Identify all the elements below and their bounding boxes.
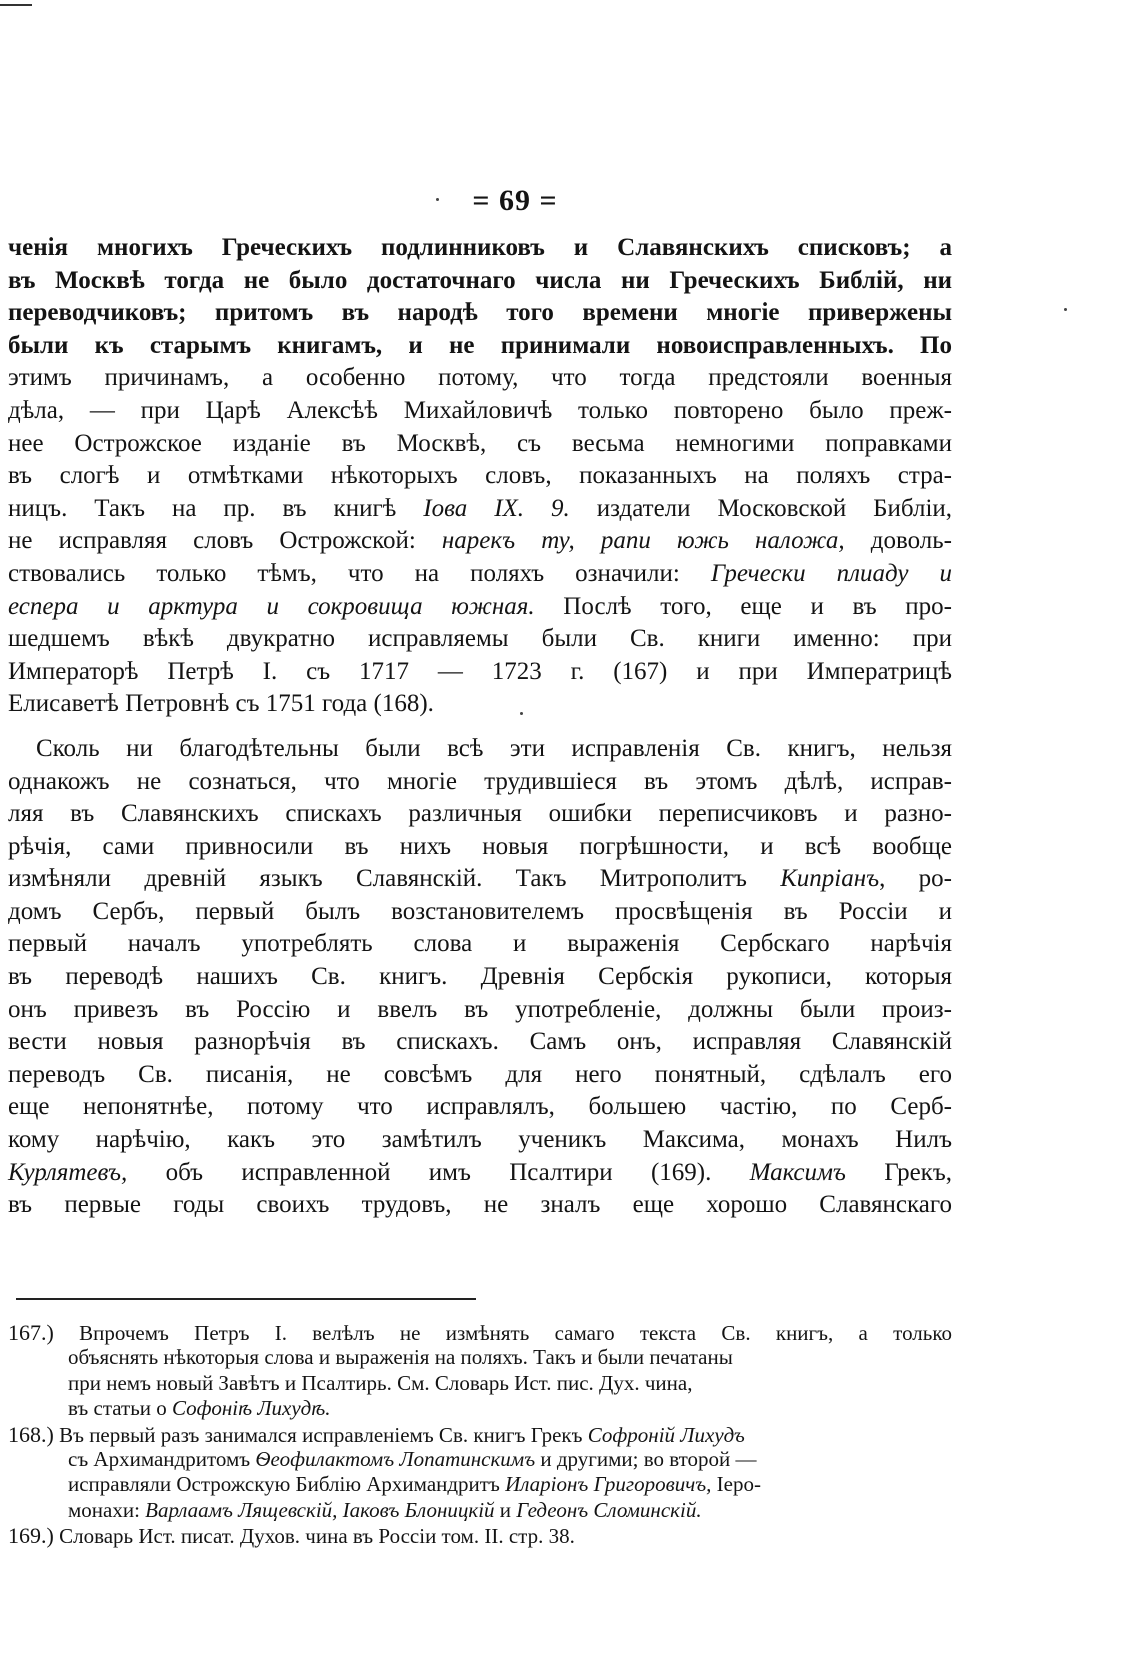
- text-segment: и: [494, 1497, 517, 1522]
- top-edge-rule: [0, 4, 32, 6]
- scan-speck: [436, 198, 439, 201]
- text-line: дѣла, — при Царѣ Алексѣѣ Михайловичѣ только повторено было преж-: [8, 396, 952, 424]
- text-line: [8, 1157, 952, 1190]
- main-text: [8, 232, 952, 1222]
- text-line: въ первые годы своихъ трудовъ, не зналъ еще хорошо Славянскаго: [8, 1191, 952, 1219]
- text-segment: Послѣ того, еще и въ про-: [534, 592, 952, 620]
- text-line: Императорѣ Петрѣ I. съ 1717 — 1723 г. (167) и при Императрицѣ: [8, 657, 952, 685]
- text-line: онъ привезъ въ Россію и ввелъ въ употребленіе, должны были произ-: [8, 995, 952, 1023]
- footnote-line: при немъ новый Завѣтъ и Псалтирь. См. Словарь Ист. пис. Дух. чина,: [68, 1370, 693, 1395]
- text-line: переводъ Св. писанія, не совсѣмъ для него понятный, сдѣлалъ его: [8, 1060, 952, 1088]
- scan-speck: [1064, 308, 1067, 311]
- italic-name: Софроній Лихудъ: [587, 1422, 745, 1447]
- text-segment: съ Архимандритомъ: [68, 1446, 251, 1471]
- text-segment: объ исправленной имъ Псалтири (169).: [165, 1158, 712, 1186]
- text-line: въ переводѣ нашихъ Св. книгъ. Древнія Сербскія рукописи, которыя: [8, 963, 952, 991]
- text-segment: въ статьи о: [68, 1396, 167, 1421]
- text-line: въ слогѣ и отмѣтками нѣкоторыхъ словъ, показанныхъ на поляхъ стра-: [8, 462, 952, 490]
- text-segment: Словарь Ист. писат. Духов. чина въ Россіи том. II. стр. 38.: [59, 1524, 575, 1549]
- text-line: нее Острожское изданіе въ Москвѣ, съ весьма немногими поправками: [8, 429, 952, 457]
- text-segment: Грекъ,: [845, 1158, 952, 1186]
- text-line: еще непонятнѣе, потому что исправлялъ, большею частію, по Серб-: [8, 1093, 952, 1121]
- text-segment: Iеро-: [711, 1472, 761, 1497]
- text-segment: Впрочемъ Петръ I. велѣлъ не измѣнять самаго текста Св. книгъ, а только: [79, 1321, 952, 1345]
- footnotes: [8, 1320, 952, 1549]
- footnote-mark: 167.): [8, 1320, 54, 1345]
- footnote-line: [8, 1396, 952, 1421]
- text-segment: Въ первый разъ занимался исправленіемъ Св. книгъ Грекъ: [59, 1422, 583, 1447]
- text-line: [8, 493, 952, 526]
- text-line: [8, 558, 952, 591]
- text-line: Елисаветѣ Петровнѣ съ 1751 года (168).: [8, 690, 434, 718]
- footnote-line: [8, 1472, 952, 1497]
- text-line: домъ Сербъ, первый былъ возстановителемъ просвѣщенія въ Россіи и: [8, 897, 952, 925]
- footnote-mark: 169.): [8, 1523, 54, 1549]
- text-line: въ Москвѣ тогда не было достаточнаго числа ни Греческихъ Библій, ни: [8, 266, 952, 294]
- text-line: переводчиковъ; притомъ въ народѣ того времени многіе привержены: [8, 299, 952, 327]
- footnote-line: [8, 1320, 952, 1345]
- text-line: рѣчія, сами привносили въ нихъ новыя погрѣшности, и всѣ вообще: [8, 832, 952, 860]
- footnote-line: [8, 1422, 952, 1447]
- text-line: шедшемъ вѣкѣ двукратно исправляемы были Св. книги именно: при: [8, 625, 952, 653]
- text-line: [8, 591, 952, 624]
- italic-name: Курлятевъ,: [8, 1158, 128, 1186]
- scan-speck: [520, 712, 523, 715]
- text-segment: монахи:: [68, 1497, 140, 1522]
- text-segment: , ро-: [879, 865, 952, 893]
- text-segment: измѣняли древній языкъ Славянскій. Такъ Митрополитъ: [8, 865, 747, 893]
- footnote-line: [8, 1523, 952, 1548]
- italic-name: Кипріанъ: [780, 865, 880, 893]
- italic-quote: Гречески плиаду и: [710, 559, 953, 587]
- text-line: этимъ причинамъ, а особенно потому, что тогда предстояли военныя: [8, 364, 952, 392]
- italic-name: Иларіонъ Григоровичъ,: [505, 1472, 712, 1497]
- text-line: ляя въ Славянскихъ спискахъ различныя ошибки переписчиковъ и разно-: [8, 800, 952, 828]
- text-line: кому нарѣчію, какъ это замѣтилъ ученикъ Максима, монахъ Нилъ: [8, 1126, 952, 1154]
- text-segment: и другими; во второй —: [535, 1446, 757, 1471]
- italic-reference: Іова IX. 9.: [423, 494, 570, 522]
- text-segment: ницъ. Такъ на пр. въ книгѣ: [8, 494, 397, 522]
- footnote-mark: 168.): [8, 1421, 54, 1447]
- text-segment: ствовались только тѣмъ, что на поляхъ означили:: [8, 559, 680, 587]
- text-line: [8, 863, 952, 896]
- text-line: [8, 525, 952, 558]
- footnote-separator: [16, 1298, 476, 1300]
- footnote-line: [8, 1498, 952, 1523]
- text-segment: исправляли Острожскую Библію Архимандритъ: [68, 1472, 500, 1497]
- text-segment: не исправляя словъ Острожской:: [8, 527, 416, 555]
- footnote-line: [8, 1447, 952, 1472]
- text-line: однакожъ не сознаться, что многіе трудившіеся въ этомъ дѣлѣ, исправ-: [8, 767, 952, 795]
- italic-name: Варлаамъ Лящевскій, Iаковъ Блоницкій: [145, 1497, 495, 1522]
- text-line: были къ старымъ книгамъ, и не принимали новоисправленныхъ. По: [8, 331, 952, 359]
- text-line: первый началъ употреблять слова и выраженія Сербскаго нарѣчія: [8, 930, 952, 958]
- italic-name: Ѳеофилактомъ Лопатинскимъ: [255, 1446, 536, 1471]
- paragraph-gap: [8, 721, 952, 733]
- page-number: = 69 =: [472, 184, 558, 217]
- text-line: Сколь ни благодѣтельны были всѣ эти исправленія Св. книгъ, нельзя: [36, 734, 952, 762]
- italic-name: Софоніѣ Лихудѣ.: [172, 1396, 331, 1421]
- text-line: ченія многихъ Греческихъ подлинниковъ и Славянскихъ списковъ; а: [8, 234, 952, 261]
- text-line: вести новыя разнорѣчія въ спискахъ. Самъ онъ, исправляя Славянскій: [8, 1028, 952, 1056]
- italic-name: Гедеонъ Сломинскій.: [516, 1497, 702, 1522]
- text-segment: издатели Московской Библіи,: [569, 494, 953, 522]
- italic-quote: нарекъ ту, рапи южь наложа,: [441, 527, 845, 555]
- text-segment: доволь-: [844, 527, 952, 555]
- italic-name: Максимъ: [749, 1158, 846, 1186]
- italic-quote: еспера и арктура и сокровища южная.: [8, 592, 535, 620]
- footnote-line: объяснять нѣкоторыя слова и выраженія на поляхъ. Такъ и были печатаны: [68, 1345, 733, 1370]
